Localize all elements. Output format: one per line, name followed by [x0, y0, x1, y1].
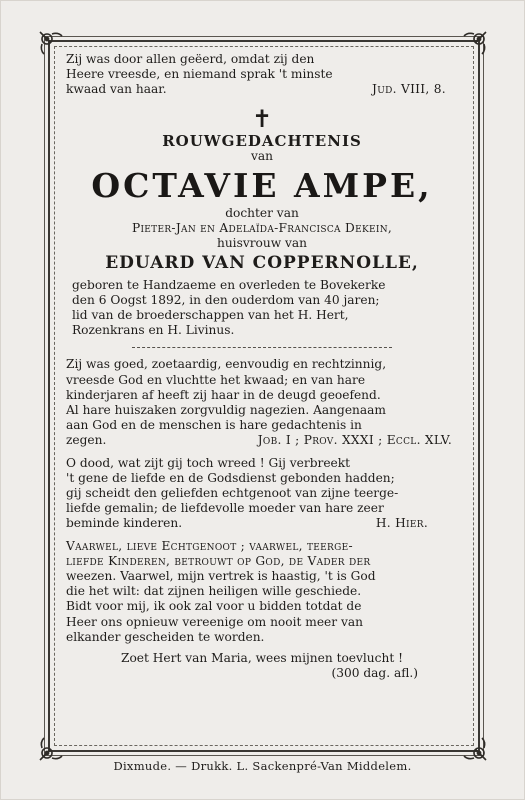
paragraph-line: liefde gemalin; de liefdevolle moeder van hare zeer — [66, 501, 384, 516]
printer-imprint: Dixmude. — Drukk. L. Sackenpré-Van Middelem. — [113, 759, 412, 773]
paragraph-line: Al hare huiszaken zorgvuldig nagezien. Aangenaam — [66, 403, 386, 418]
virtues-paragraph — [66, 357, 458, 448]
paragraph-line: weezen. Vaarwel, mijn vertrek is haastig, 't is God — [66, 569, 376, 584]
death-paragraph — [66, 456, 458, 532]
daughter-of-label: dochter van — [225, 206, 299, 221]
paragraph-line: zegen. — [66, 433, 107, 448]
paragraph-line: vreesde God en vluchtte het kwaad; en van hare — [66, 372, 366, 387]
wife-of-label: huisvrouw van — [216, 236, 308, 251]
bio-line: Rozenkrans en H. Livinus. — [72, 323, 235, 338]
paragraph-line: aan God en de menschen is hare gedachtenis in — [66, 418, 362, 433]
paragraph-line: O dood, wat zijt gij toch wreed ! Gij verbreekt — [66, 455, 351, 470]
paragraph-line: Zij was goed, zoetaardig, eenvoudig en rechtzinnig, — [66, 357, 387, 372]
paragraph-line: gij scheidt den geliefden echtgenoot van zijne teerge- — [66, 486, 399, 501]
indulgence-note: (300 dag. afl.) — [331, 666, 418, 681]
scripture-reference: H. Hier. — [375, 516, 428, 531]
corner-ornament-icon — [462, 30, 488, 56]
corner-ornament-icon — [38, 30, 64, 56]
bio-line: geboren te Handzaeme en overleden te Bovekerke — [72, 277, 386, 292]
paragraph-line: beminde kinderen. — [66, 516, 183, 531]
epigraph-reference: Jud. VIII, 8. — [372, 82, 446, 97]
husband-name: EDUARD VAN COPPERNOLLE, — [105, 252, 419, 273]
biography — [66, 278, 458, 339]
paragraph-line: Heer ons opnieuw vereenige om nooit meer van — [66, 614, 363, 629]
cross-icon: ✝ — [251, 104, 273, 133]
parents-names: Pieter-Jan en Adelaïda-Francisca Dekein, — [131, 221, 393, 236]
farewell-paragraph — [66, 539, 458, 645]
paragraph-line: die het wilt: dat zijnen heiligen wille geschiede. — [66, 584, 362, 599]
paragraph-line: Vaarwel, lieve Echtgenoot ; vaarwel, teerge- — [66, 538, 353, 553]
epigraph-line: Zij was door allen geëerd, omdat zij den — [66, 52, 315, 66]
paragraph-line: Bidt voor mij, ik ook zal voor u bidden totdat de — [66, 599, 362, 614]
prayer-line: Zoet Hert van Maria, wees mijnen toevlucht ! — [120, 651, 403, 666]
heading: ROUWGEDACHTENIS — [162, 131, 362, 150]
paragraph-line: elkander gescheiden te worden. — [66, 629, 265, 644]
deceased-name: OCTAVIE AMPE, — [91, 166, 433, 206]
paragraph-line: liefde Kinderen, betrouwt op God, de Vader der — [66, 553, 371, 568]
paragraph-line: 't gene de liefde en de Godsdienst gebonden hadden; — [66, 470, 395, 485]
paragraph-line: kinderjaren af heeft zij haar in de deugd geoefend. — [66, 387, 381, 402]
card-text — [66, 52, 458, 682]
van-label: van — [250, 148, 273, 163]
epigraph-line: kwaad van haar. — [66, 82, 167, 97]
bio-line: den 6 Oogst 1892, in den ouderdom van 40 jaren; — [72, 292, 380, 307]
scripture-reference: Job. I ; Prov. XXXI ; Eccl. XLV. — [257, 433, 452, 448]
bio-line: lid van de broederschappen van het H. Hert, — [72, 308, 349, 323]
epigraph-line: Heere vreesde, en niemand sprak 't minste — [66, 67, 333, 82]
divider — [132, 347, 392, 349]
epigraph — [66, 52, 458, 98]
